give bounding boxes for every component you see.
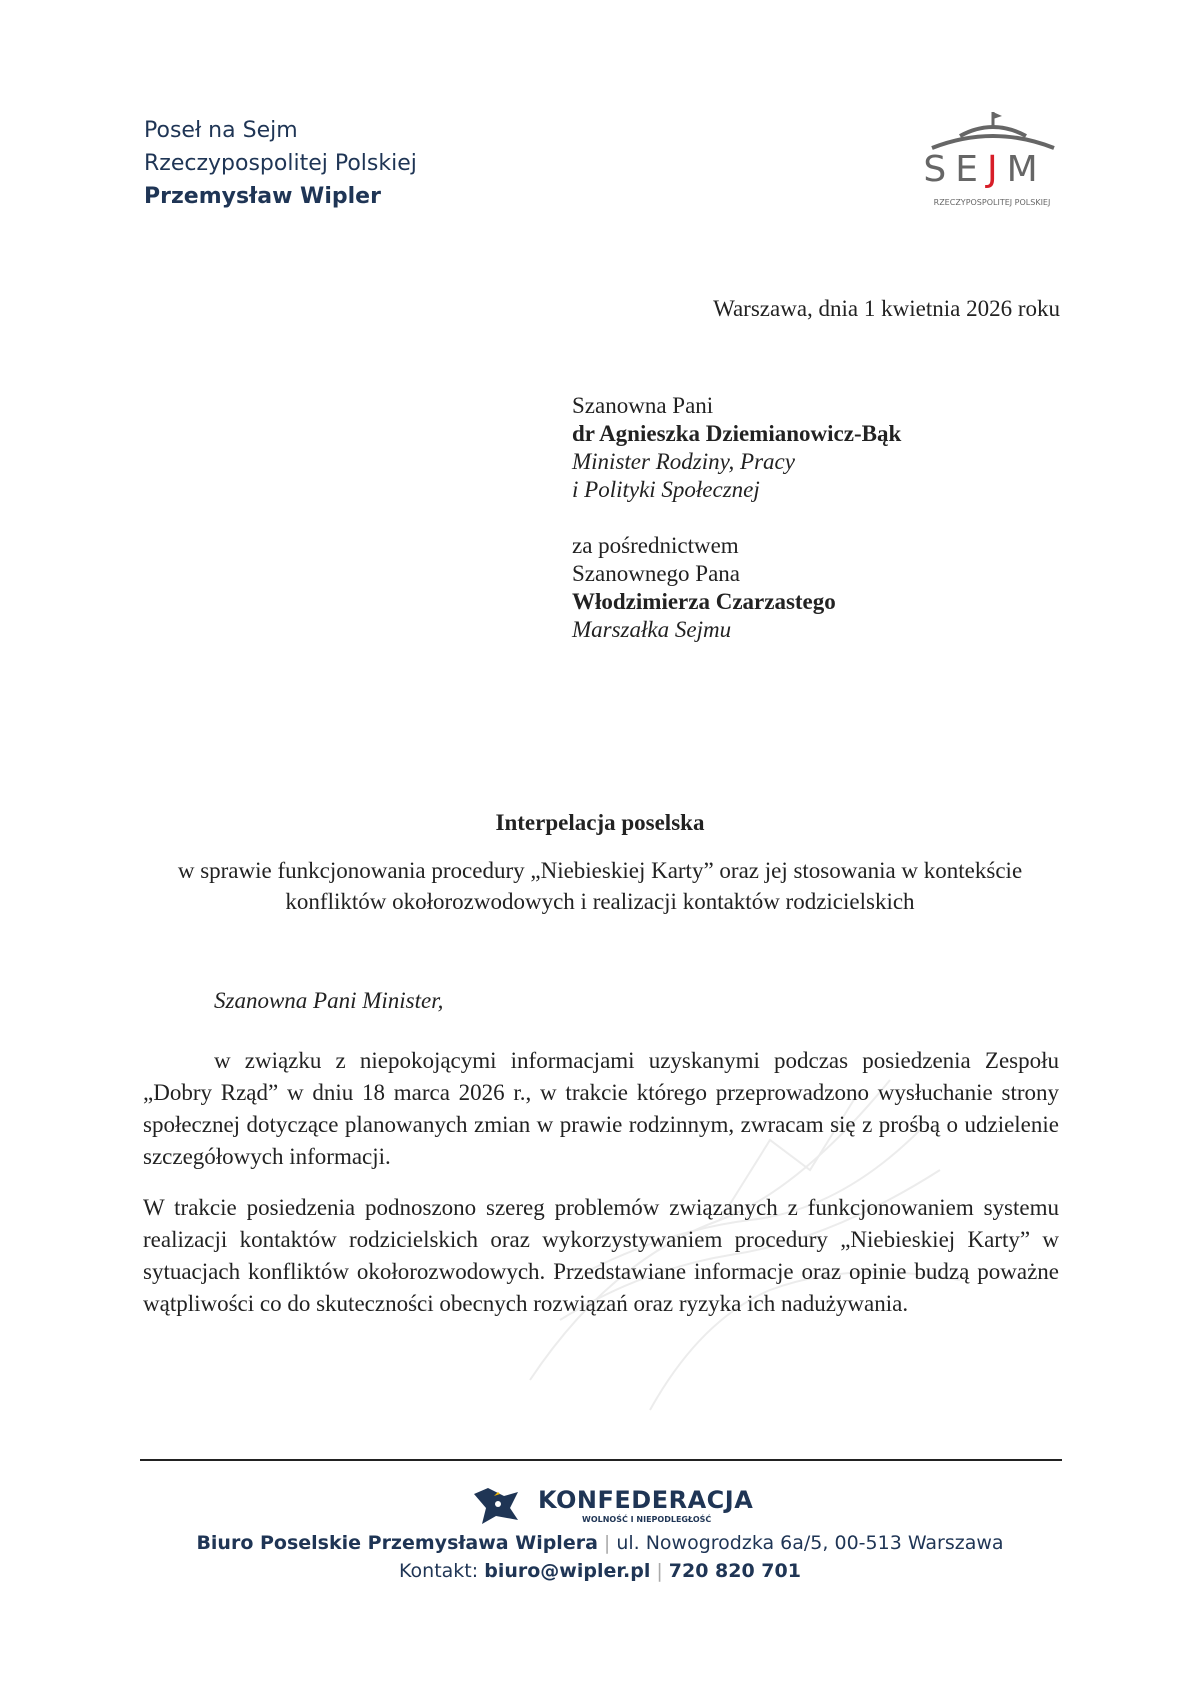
footer-office-line: Biuro Poselskie Przemysława Wiplera | ul. Nowogrodzka 6a/5, 00-513 Warszawa [196, 1532, 1004, 1554]
sender-line-2: Rzeczypospolitej Polskiej [144, 151, 417, 176]
document-subject [130, 855, 1070, 917]
sejm-wordmark: SEJM [923, 149, 1047, 190]
konfederacja-eagle-icon [474, 1486, 518, 1526]
paragraph-1: w związku z niepokojącymi informacjami uzyskanymi podczas posiedzenia Zespołu „Dobry Rząd” w dniu 18 marca 2026 r., w trakcie którego przeprowadzono wysłuchanie strony społecznej dotyczące planowanych zmian w prawie rodzinnym, zwracam się z prośbą o udzielenie szczegółowych informacji. [143, 1048, 1059, 1169]
sender-line-1: Poseł na Sejm [144, 118, 298, 143]
recipient-block [572, 392, 901, 644]
office-name: Biuro Poselskie Przemysława Wiplera [196, 1532, 598, 1554]
recipient-name: dr Agnieszka Dziemianowicz-Bąk [572, 421, 902, 446]
footer-contact-line: Kontakt: biuro@wipler.pl | 720 820 701 [399, 1560, 801, 1582]
contact-label: Kontakt: [399, 1560, 479, 1582]
sejm-logo [920, 110, 1070, 215]
party-tagline: WOLNOŚĆ I NIEPODLEGŁOŚĆ [582, 1515, 712, 1524]
document-title: Interpelacja poselska [495, 810, 705, 835]
sejm-subtitle: RZECZYPOSPOLITEJ POLSKIEJ [933, 198, 1051, 207]
via-name: Włodzimierza Czarzastego [572, 589, 836, 614]
recipient-role-1: Minister Rodziny, Pracy [572, 449, 795, 474]
contact-email[interactable]: biuro@wipler.pl [484, 1560, 651, 1582]
via-greeting: Szanownego Pana [572, 561, 740, 586]
footer-divider [140, 1459, 1062, 1461]
sender-block [144, 114, 417, 213]
via-label: za pośrednictwem [572, 533, 739, 558]
office-address: ul. Nowogrodzka 6a/5, 00-513 Warszawa [616, 1532, 1004, 1554]
contact-phone[interactable]: 720 820 701 [668, 1560, 801, 1582]
subject-line-2: konfliktów okołorozwodowych i realizacji kontaktów rodzicielskich [285, 889, 915, 914]
letter-date: Warszawa, dnia 1 kwietnia 2026 roku [713, 296, 1060, 321]
sender-name: Przemysław Wipler [144, 184, 381, 209]
party-name: KONFEDERACJA [538, 1486, 754, 1514]
subject-line-1: w sprawie funkcjonowania procedury „Niebieskiej Karty” oraz jej stosowania w kontekście [177, 858, 1023, 883]
recipient-role-2: i Polityki Społecznej [572, 477, 760, 502]
paragraph-2: W trakcie posiedzenia podnoszono szereg problemów związanych z funkcjonowaniem systemu realizacji kontaktów rodzicielskich oraz wykorzystywaniem procedury „Niebieskiej Karty” w sytuacjach konfliktów okołorozwodowych. Przedstawiane informacje oraz opinie budzą poważne wątpliwości co do skuteczności obecnych rozwiązań oraz ryzyka ich nadużywania. [143, 1195, 1059, 1316]
via-role: Marszałka Sejmu [572, 617, 732, 642]
salutation: Szanowna Pani Minister, [214, 988, 444, 1013]
recipient-greeting: Szanowna Pani [572, 393, 714, 418]
